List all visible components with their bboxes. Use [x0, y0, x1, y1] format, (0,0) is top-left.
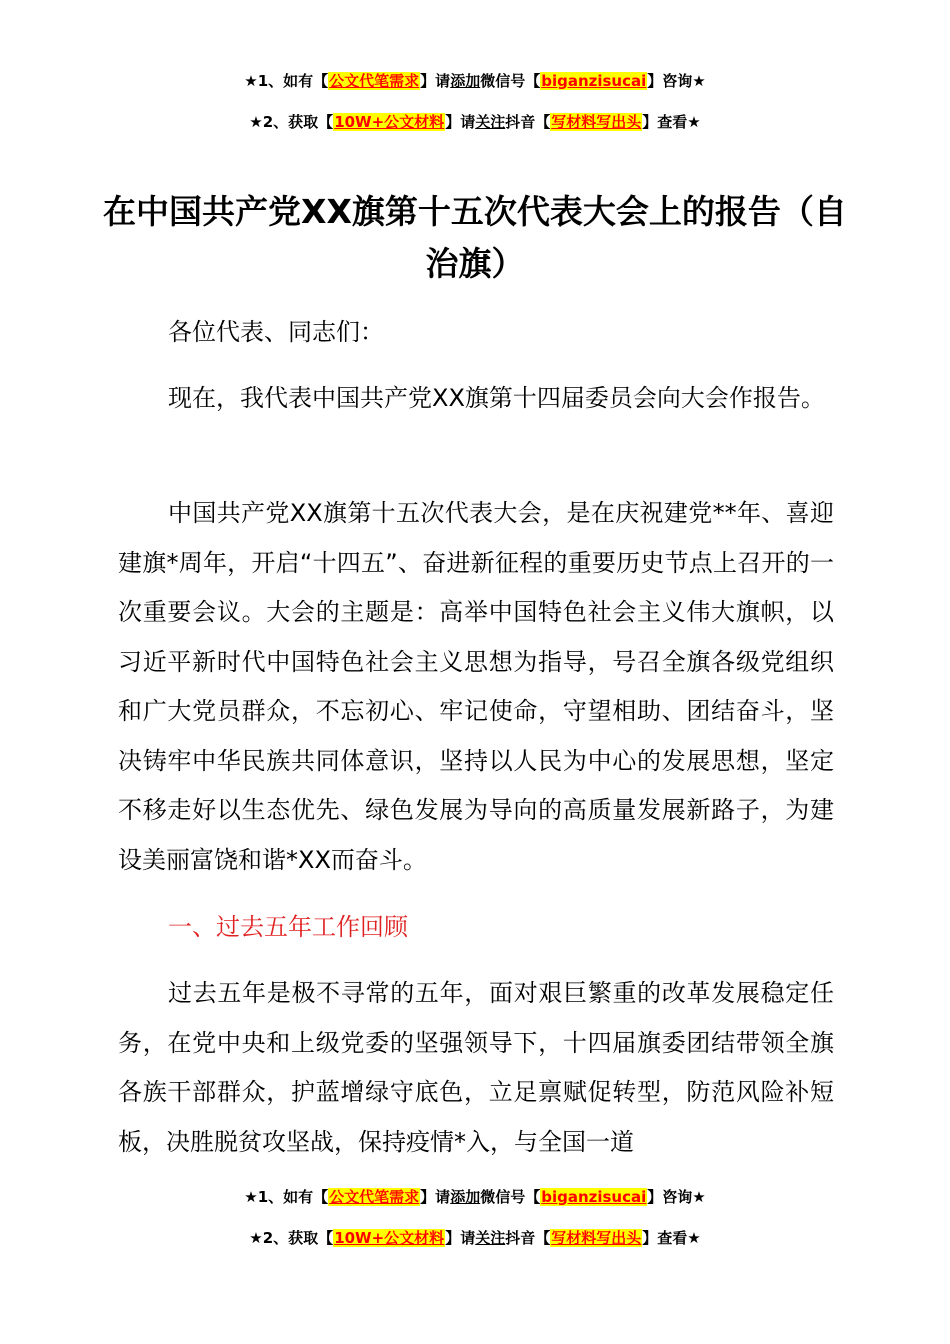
banner-text: 】咨询★: [647, 1188, 706, 1206]
banner-text: 】请: [445, 113, 476, 131]
banner-text: 抖音【: [505, 113, 551, 131]
banner-text: 】查看★: [642, 1229, 701, 1247]
bottom-banner-line-1: [0, 1186, 950, 1208]
top-banner-line-2: [0, 111, 950, 133]
highlight-text: 10W+公文材料: [334, 113, 445, 131]
section-heading-1: 一、过去五年工作回顾: [168, 913, 408, 941]
underlined-text: 关注: [475, 1229, 506, 1247]
douyin-id: 写材料写出头: [551, 113, 642, 131]
banner-text: ★1、如有【: [244, 1188, 329, 1206]
banner-text: 】查看★: [642, 113, 701, 131]
banner-text: 微信号【: [480, 72, 541, 90]
highlight-text: 公文代笔需求: [329, 1188, 420, 1206]
douyin-id: 写材料写出头: [551, 1229, 642, 1247]
underlined-text: 关注: [475, 113, 506, 131]
document-title: 在中国共产党XX旗第十五次代表大会上的报告（自治旗）: [103, 192, 847, 283]
banner-text: 】请: [420, 1188, 451, 1206]
underlined-text: 添加: [450, 1188, 481, 1206]
banner-text: ★2、获取【: [249, 1229, 334, 1247]
banner-text: 】请: [420, 72, 451, 90]
underlined-text: 添加: [450, 72, 481, 90]
highlight-text: 公文代笔需求: [329, 72, 420, 90]
banner-text: 】咨询★: [647, 72, 706, 90]
highlight-text: 10W+公文材料: [334, 1229, 445, 1247]
banner-text: 抖音【: [505, 1229, 551, 1247]
bottom-banner-line-2: [0, 1227, 950, 1249]
banner-text: 】请: [445, 1229, 476, 1247]
salutation: 各位代表、同志们：: [168, 318, 384, 346]
paragraph-2: 中国共产党XX旗第十五次代表大会，是在庆祝建党**年、喜迎建旗*周年，开启“十四五”、奋进新征程的重要历史节点上召开的一次重要会议。大会的主题是：高举中国特色社会主义伟大旗帜，以习近平新时代中国特色社会主义思想为指导，号召全旗各级党组织和广大党员群众，不忘初心、牢记使命，守望相助、团结奋斗，坚决铸牢中华民族共同体意识，坚持以人民为中心的发展思想，坚定不移走好以生态优先、绿色发展为导向的高质量发展新路子，为建设美丽富饶和谐*XX而奋斗。: [118, 499, 834, 874]
banner-text: 微信号【: [480, 1188, 541, 1206]
banner-text: ★1、如有【: [244, 72, 329, 90]
paragraph-3: 过去五年是极不寻常的五年，面对艰巨繁重的改革发展稳定任务，在党中央和上级党委的坚强领导下，十四届旗委团结带领全旗各族干部群众，护蓝增绿守底色，立足禀赋促转型，防范风险补短板，决胜脱贫攻坚战，保持疫情*入，与全国一道: [118, 979, 834, 1156]
wechat-id: biganzisucai: [541, 72, 647, 90]
banner-text: ★2、获取【: [249, 113, 334, 131]
top-banner-line-1: [0, 70, 950, 92]
paragraph-1: 现在，我代表中国共产党XX旗第十四届委员会向大会作报告。: [168, 384, 825, 412]
wechat-id: biganzisucai: [541, 1188, 647, 1206]
